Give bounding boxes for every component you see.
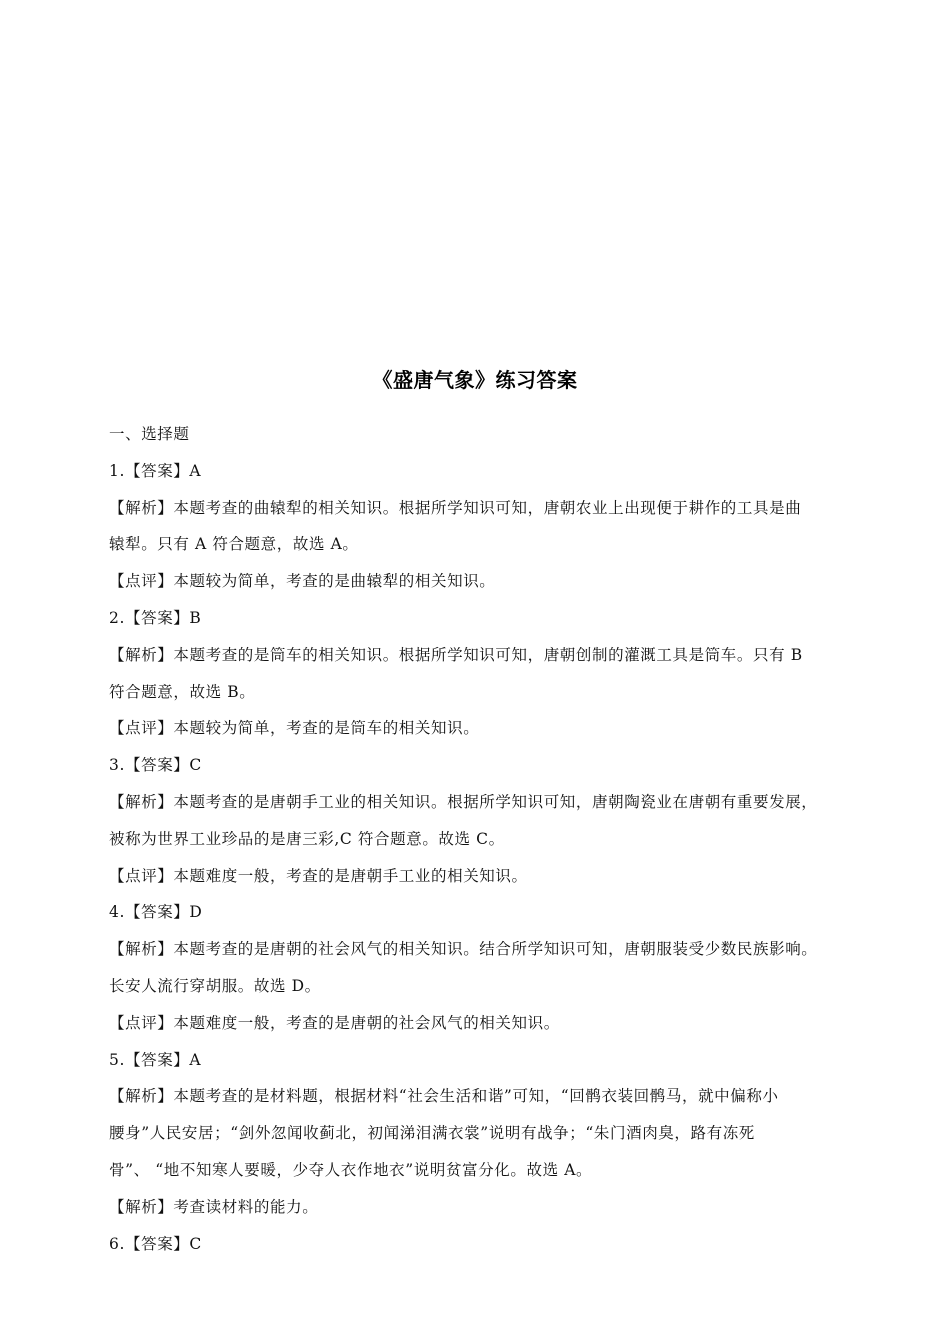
comment-line: 【点评】本题较为简单，考查的是筒车的相关知识。 [109, 719, 480, 738]
analysis-line: 【解析】本题考查的是材料题，根据材料“社会生活和谐”可知，“回鹘衣装回鹘马，就中偏称小 [109, 1087, 779, 1106]
analysis-line-cont: 腰身”人民安居；“剑外忽闻收蓟北，初闻涕泪满衣裳”说明有战争；“朱门酒肉臭，路有冻死 [109, 1124, 755, 1143]
answer-line: 4.【答案】D [109, 903, 203, 922]
analysis-line-cont: 被称为世界工业珍品的是唐三彩,C 符合题意。故选 C。 [109, 829, 505, 848]
analysis-line: 【解析】本题考查的是唐朝手工业的相关知识。根据所学知识可知，唐朝陶瓷业在唐朝有重要发展， [109, 792, 818, 811]
comment-line: 【点评】本题难度一般，考查的是唐朝的社会风气的相关知识。 [109, 1013, 560, 1032]
analysis-line: 【解析】考查读材料的能力。 [109, 1197, 319, 1216]
section-heading: 一、选择题 [109, 425, 190, 443]
analysis-line: 【解析】本题考查的是唐朝的社会风气的相关知识。结合所学知识可知，唐朝服装受少数民族影响。 [109, 940, 818, 959]
analysis-line-cont: 长安人流行穿胡服。故选 D。 [109, 976, 321, 995]
answer-line: 2.【答案】B [109, 608, 202, 627]
analysis-line-cont: 符合题意，故选 B。 [109, 682, 256, 701]
comment-line: 【点评】本题较为简单，考查的是曲辕犁的相关知识。 [109, 572, 496, 591]
answer-line: 5.【答案】A [109, 1050, 202, 1069]
analysis-line-cont: 辕犁。只有 A 符合题意，故选 A。 [109, 535, 359, 554]
page-title: 《盛唐气象》练习答案 [372, 368, 578, 392]
answer-line: 3.【答案】C [109, 756, 202, 775]
answer-line: 6.【答案】C [109, 1234, 202, 1253]
answer-line: 1.【答案】A [109, 461, 202, 480]
comment-line: 【点评】本题难度一般，考查的是唐朝手工业的相关知识。 [109, 866, 528, 885]
analysis-line-cont: 骨”、 “地不知寒人要暖，少夺人衣作地衣”说明贫富分化。故选 A。 [109, 1160, 593, 1179]
analysis-line: 【解析】本题考查的曲辕犁的相关知识。根据所学知识可知，唐朝农业上出现便于耕作的工具是曲 [109, 498, 802, 517]
answer-content [109, 424, 854, 1270]
analysis-line: 【解析】本题考查的是筒车的相关知识。根据所学知识可知，唐朝创制的灌溉工具是筒车。只有 B [109, 645, 803, 664]
